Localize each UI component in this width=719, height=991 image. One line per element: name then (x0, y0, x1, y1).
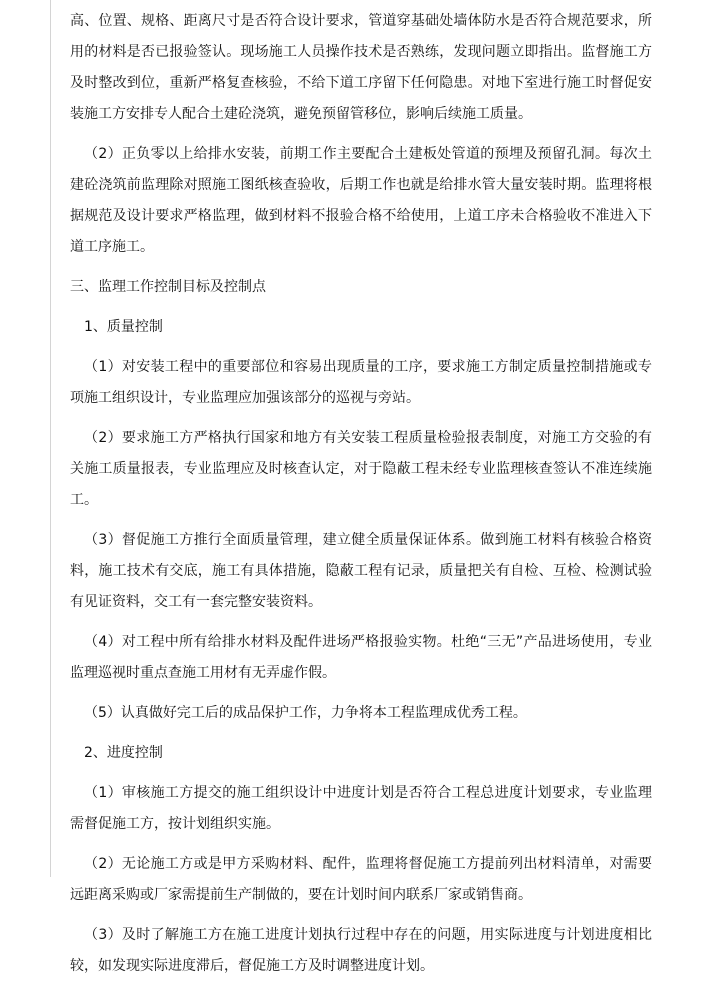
progress-item-1: （1）审核施工方提交的施工组织设计中进度计划是否符合工程总进度计划要求，专业监理需督促施工方，按计划组织实施。 (70, 785, 652, 832)
paragraph-2: （2）正负零以上给排水安装，前期工作主要配合土建板处管道的预埋及预留孔洞。每次土建砼浇筑前监理除对照施工图纸核查验收，后期工作也就是给排水管大量安装时期。监理将根据规范及设计要求严格监理，做到材料不报验合格不给使用，上道工序未合格验收不准进入下道工序施工。 (70, 146, 652, 255)
quality-item-3: （3）督促施工方推行全面质量管理，建立健全质量保证体系。做到施工材料有核验合格资料，施工技术有交底，施工有具体措施，隐蔽工程有记录，质量把关有自检、互检、检测试验有见证资料，交工有一套完整安装资料。 (70, 532, 652, 610)
quality-item-2: （2）要求施工方严格执行国家和地方有关安装工程质量检验报表制度，对施工方交验的有关施工质量报表，专业监理应及时核查认定，对于隐蔽工程未经专业监理核查签认不准连续施工。 (70, 430, 652, 508)
subsection-progress-control: 2、进度控制 (84, 745, 163, 761)
progress-item-3: （3）及时了解施工方在施工进度计划执行过程中存在的问题，用实际进度与计划进度相比较，如发现实际进度滞后，督促施工方及时调整进度计划。 (70, 927, 652, 974)
paragraph-1: 高、位置、规格、距离尺寸是否符合设计要求，管道穿基础处墙体防水是否符合规范要求，所用的材料是否已报验签认。现场施工人员操作技术是否熟练，发现问题立即指出。监督施工方及时整改到位，重新严格复查核验，不给下道工序留下任何隐患。对地下室进行施工时督促安装施工方安排专人配合土建砼浇筑，避免预留管移位，影响后续施工质量。 (70, 13, 652, 122)
quality-item-5: （5）认真做好完工后的成品保护工作，力争将本工程监理成优秀工程。 (84, 705, 527, 721)
document-body (70, 6, 652, 991)
subsection-quality-control: 1、质量控制 (84, 319, 163, 335)
quality-item-4: （4）对工程中所有给排水材料及配件进场严格报验实物。杜绝“三无”产品进场使用，专业监理巡视时重点查施工用材有无弄虚作假。 (70, 634, 652, 681)
quality-item-1: （1）对安装工程中的重要部位和容易出现质量的工序，要求施工方制定质量控制措施或专项施工组织设计，专业监理应加强该部分的巡视与旁站。 (70, 359, 652, 406)
section-heading: 三、监理工作控制目标及控制点 (70, 279, 266, 295)
progress-item-2: （2）无论施工方或是甲方采购材料、配件，监理将督促施工方提前列出材料清单，对需要远距离采购或厂家需提前生产制做的，要在计划时间内联系厂家或销售商。 (70, 856, 652, 903)
